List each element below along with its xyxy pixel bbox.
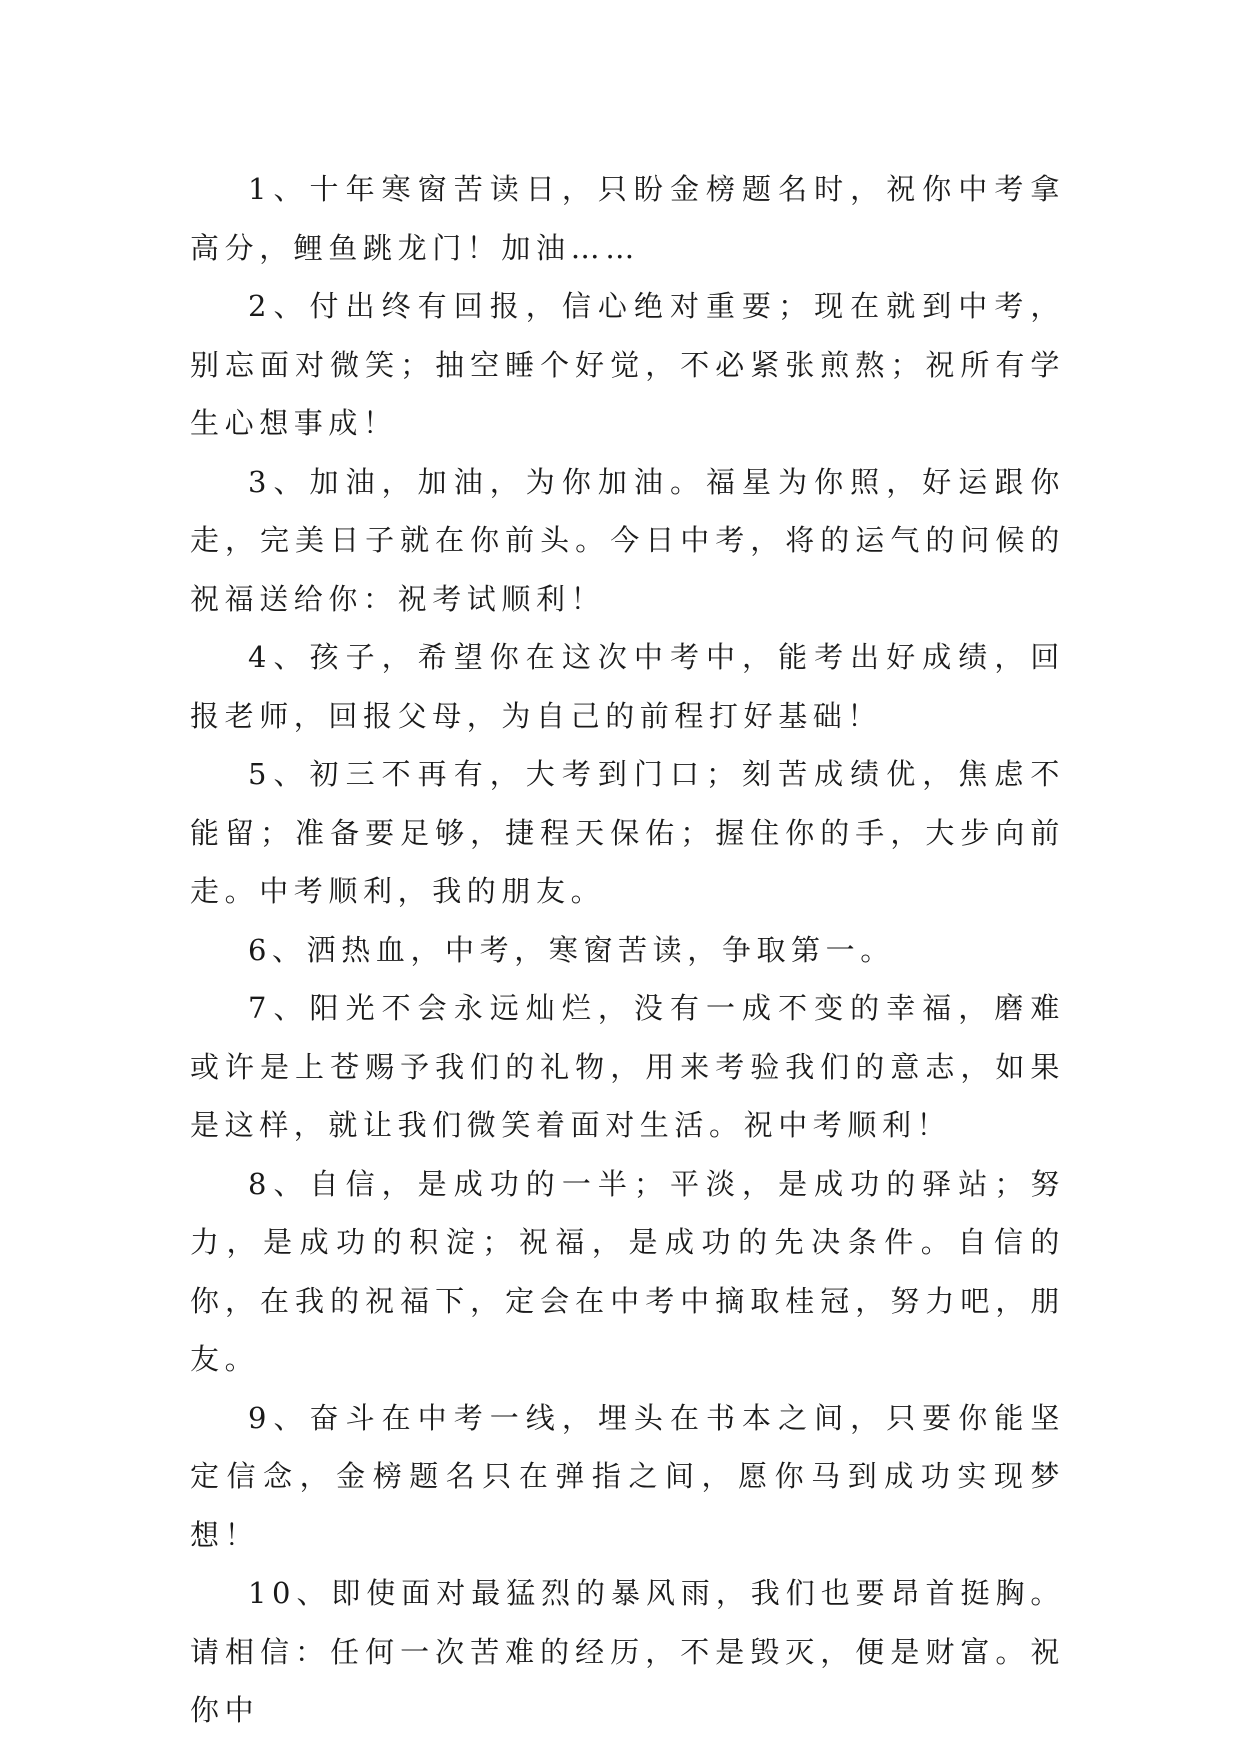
paragraph-4: 4、孩子，希望你在这次中考中，能考出好成绩，回报老师，回报父母，为自己的前程打好基础！ xyxy=(190,640,1065,733)
paragraph-8: 8、自信，是成功的一半；平淡，是成功的驿站；努力，是成功的积淀；祝福，是成功的先决条件。自信的你，在我的祝福下，定会在中考中摘取桂冠，努力吧，朋友。 xyxy=(190,1166,1065,1376)
document-body xyxy=(190,160,1065,1740)
paragraph-2: 2、付出终有回报，信心绝对重要；现在就到中考，别忘面对微笑；抽空睡个好觉，不必紧张煎熬；祝所有学生心想事成！ xyxy=(190,289,1065,440)
paragraph-7: 7、阳光不会永远灿烂，没有一成不变的幸福，磨难或许是上苍赐予我们的礼物，用来考验我们的意志，如果是这样，就让我们微笑着面对生活。祝中考顺利！ xyxy=(190,991,1065,1142)
paragraph-3: 3、加油，加油，为你加油。福星为你照，好运跟你走，完美日子就在你前头。今日中考，将的运气的问候的祝福送给你：祝考试顺利！ xyxy=(190,464,1065,616)
paragraph-6: 6、洒热血，中考，寒窗苦读，争取第一。 xyxy=(248,932,895,967)
paragraph-9: 9、奋斗在中考一线，埋头在书本之间，只要你能坚定信念，金榜题名只在弹指之间，愿你马到成功实现梦想！ xyxy=(190,1400,1065,1552)
paragraph-5: 5、初三不再有，大考到门口；刻苦成绩优，焦虑不能留；准备要足够，捷程天保佑；握住你的手，大步向前走。中考顺利，我的朋友。 xyxy=(190,757,1065,908)
paragraph-10: 10、即使面对最猛烈的暴风雨，我们也要昂首挺胸。请相信：任何一次苦难的经历，不是毁灭，便是财富。祝你中 xyxy=(190,1576,1065,1727)
paragraph-1: 1、十年寒窗苦读日，只盼金榜题名时，祝你中考拿高分，鲤鱼跳龙门！加油…… xyxy=(190,172,1065,265)
